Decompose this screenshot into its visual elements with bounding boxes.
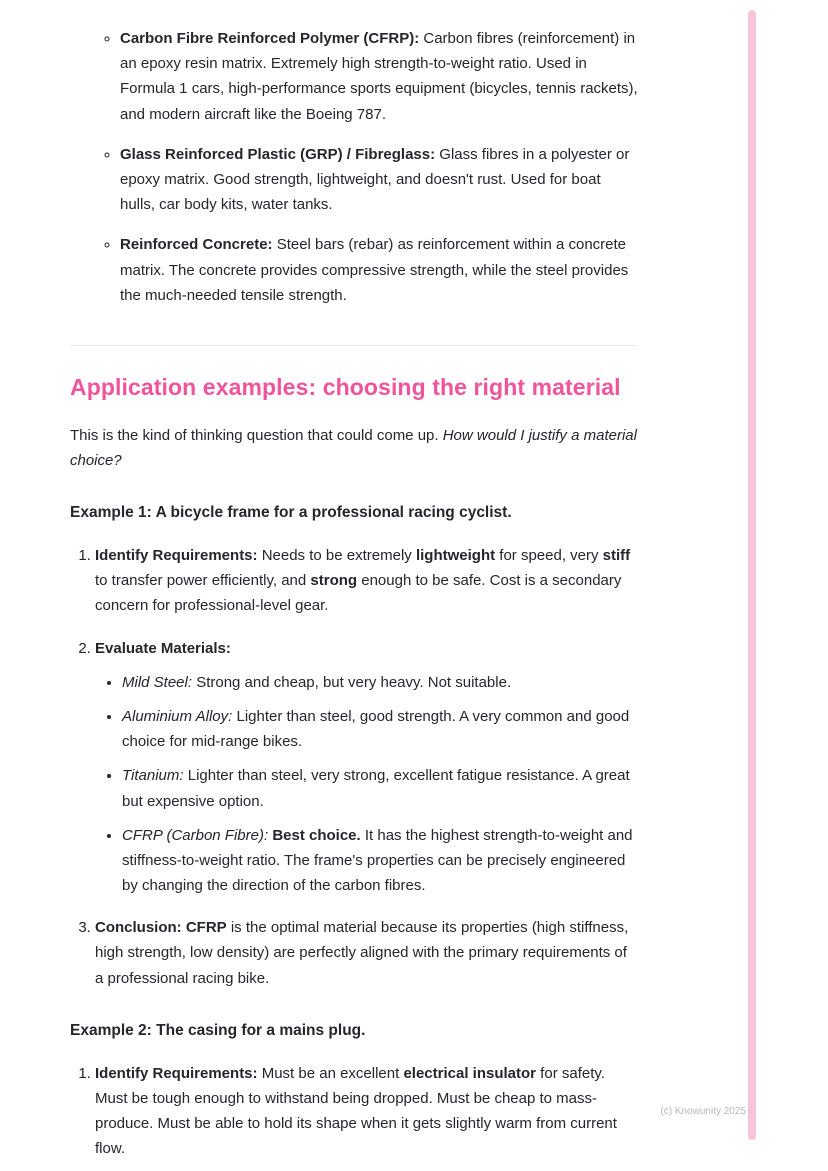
material-text: Strong and cheap, but very heavy. Not suitable. bbox=[192, 673, 512, 691]
best-choice-label: Best choice. bbox=[272, 826, 361, 844]
materials-list bbox=[95, 670, 638, 899]
example2-title: Example 2: The casing for a mains plug. bbox=[70, 1021, 366, 1039]
step-text: enough to be safe. Cost is a secondary concern for professional-level gear. bbox=[95, 572, 622, 615]
material-label: CFRP (Carbon Fibre): bbox=[122, 826, 269, 844]
list-item-reinforced-concrete bbox=[120, 232, 638, 308]
step-label: Identify Requirements: bbox=[95, 1064, 258, 1082]
step-evaluate-materials bbox=[95, 636, 638, 899]
intro-text: This is the kind of thinking question that could come up. bbox=[70, 426, 443, 444]
step-conclusion bbox=[95, 915, 638, 991]
emphasis-lightweight: lightweight bbox=[415, 547, 496, 565]
step-text: for speed, very bbox=[495, 547, 603, 565]
step-text: Must be an excellent bbox=[257, 1064, 404, 1082]
example2-steps bbox=[70, 1061, 638, 1162]
material-label: Mild Steel: bbox=[122, 673, 193, 691]
step-identify-requirements bbox=[95, 1061, 638, 1162]
term-label: Carbon Fibre Reinforced Polymer (CFRP): bbox=[120, 30, 420, 47]
example1-steps bbox=[70, 543, 638, 991]
term-description: Carbon fibres (reinforcement) in an epoxy resin matrix. Extremely high strength-to-weight ratio. Used in Formula 1 cars, high-performance sports equipment (bicycles, tennis rackets), and modern aircraft like the Boeing 787. bbox=[120, 30, 638, 123]
term-description: Glass fibres in a polyester or epoxy matrix. Good strength, lightweight, and doesn't rust. Used for boat hulls, car body kits, water tanks. bbox=[120, 145, 630, 214]
intro-question: How would I justify a material choice? bbox=[70, 426, 637, 469]
step-label: Conclusion: CFRP bbox=[95, 919, 227, 937]
term-label: Reinforced Concrete: bbox=[120, 236, 273, 254]
section-divider bbox=[70, 345, 638, 346]
list-item-cfrp bbox=[120, 26, 638, 127]
emphasis-stiff: stiff bbox=[602, 547, 631, 565]
material-label: Titanium: bbox=[122, 767, 184, 785]
material-label: Aluminium Alloy: bbox=[122, 707, 233, 725]
term-label: Glass Reinforced Plastic (GRP) / Fibreglass: bbox=[120, 145, 436, 163]
step-text: Needs to be extremely bbox=[257, 547, 416, 565]
emphasis-electrical-insulator: electrical insulator bbox=[403, 1064, 537, 1082]
material-text: Lighter than steel, very strong, excellent fatigue resistance. A great but expensive option. bbox=[122, 767, 630, 810]
step-text: for safety. Must be tough enough to withstand being dropped. Must be cheap to mass-produce. Must be able to hold its shape when it gets slightly warm from current flow. bbox=[95, 1064, 617, 1158]
copyright-watermark: (c) Knowunity 2025 bbox=[660, 1106, 746, 1117]
material-mild-steel bbox=[122, 670, 638, 695]
material-titanium bbox=[122, 763, 638, 813]
list-item-grp bbox=[120, 142, 638, 218]
intro-paragraph bbox=[70, 423, 638, 473]
material-text: Lighter than steel, good strength. A very common and good choice for mid-range bikes. bbox=[122, 707, 630, 751]
step-text: is the optimal material because its properties (high stiffness, high strength, low density) are perfectly aligned with the primary requirements of a professional racing bike. bbox=[95, 919, 629, 987]
scrollbar-thumb[interactable] bbox=[748, 10, 756, 1140]
document-content bbox=[70, 12, 638, 1162]
material-cfrp bbox=[122, 823, 638, 899]
step-identify-requirements bbox=[95, 543, 638, 619]
term-description: Steel bars (rebar) as reinforcement within a concrete matrix. The concrete provides compressive strength, while the steel provides the much-needed tensile strength. bbox=[120, 236, 629, 304]
emphasis-strong: strong bbox=[310, 572, 358, 590]
example1-title: Example 1: A bicycle frame for a professional racing cyclist. bbox=[70, 504, 512, 521]
step-label: Identify Requirements: bbox=[95, 547, 258, 565]
section-heading: Application examples: choosing the right material bbox=[70, 373, 621, 400]
step-label: Evaluate Materials: bbox=[95, 639, 231, 657]
composite-materials-list bbox=[70, 26, 638, 308]
material-text: It has the highest strength-to-weight and stiffness-to-weight ratio. The frame's properties can be precisely engineered by changing the direction of the carbon fibres. bbox=[122, 826, 633, 895]
material-aluminium-alloy bbox=[122, 704, 638, 754]
step-text: to transfer power efficiently, and bbox=[95, 572, 311, 590]
